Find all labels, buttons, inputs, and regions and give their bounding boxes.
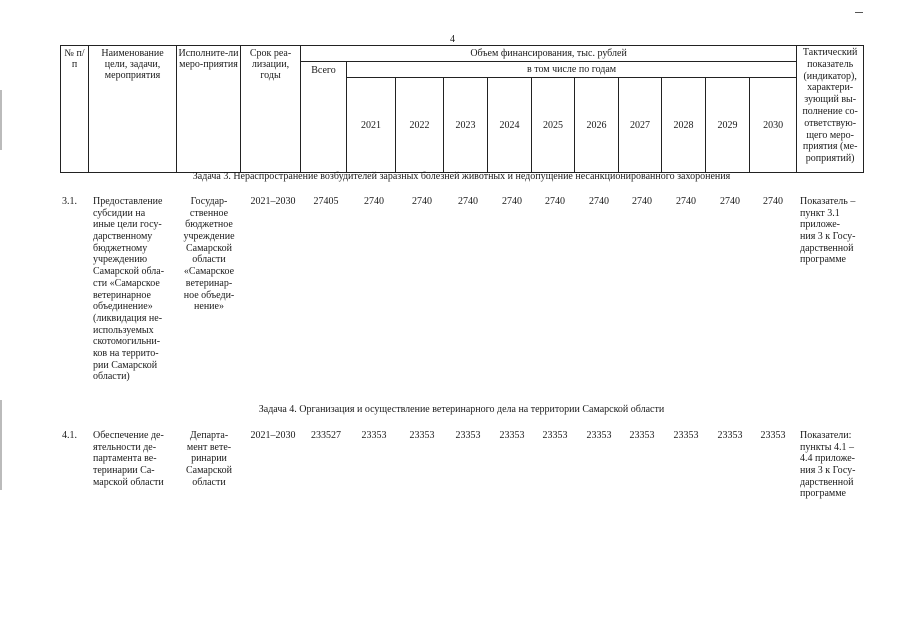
- row-3-1-year-value: 2740: [720, 196, 740, 207]
- row-3-1-indicator: [800, 196, 866, 266]
- header-year: 2026: [575, 78, 619, 173]
- scan-mark: [855, 12, 863, 13]
- row-4-1-year-value: 23353: [361, 430, 387, 441]
- indicator-line: программе: [800, 488, 846, 500]
- row-3-1-year-value: 2740: [676, 196, 696, 207]
- header-col-term: Срок реа-лизации, годы: [241, 46, 301, 173]
- name-line: партамента ве-: [93, 453, 157, 465]
- name-line: сти «Самарское: [93, 277, 160, 289]
- header-indicator-line: приятия (ме-: [802, 141, 858, 153]
- name-line: бюджетному: [93, 242, 148, 254]
- row-4-1-year-value: 23353: [542, 430, 568, 441]
- executor-line: «Самарское: [183, 266, 235, 278]
- row-3-1-year-value: 2740: [364, 196, 384, 207]
- header-indicator-line: показатель: [807, 58, 854, 70]
- executor-line: нение»: [194, 301, 224, 313]
- row-4-1-term: 2021–2030: [250, 430, 296, 441]
- name-line: теринарии Са-: [93, 465, 155, 477]
- row-3-1-term: 2021–2030: [250, 196, 296, 207]
- name-line: ков на террито-: [93, 347, 159, 359]
- row-3-1-name: [93, 196, 175, 383]
- name-line: скотомогильни-: [93, 336, 161, 348]
- indicator-line: пункты 4.1 –: [800, 441, 855, 453]
- executor-line: ветеринар-: [185, 277, 233, 289]
- indicator-line: приложе-: [800, 219, 840, 231]
- row-3-1-year-value: 2740: [545, 196, 565, 207]
- row-4-1-year-value: 23353: [673, 430, 699, 441]
- name-line: иные цели госу-: [93, 219, 162, 231]
- row-3-1-year-value: 2740: [502, 196, 522, 207]
- header-indicator-line: (индикатор),: [803, 70, 857, 82]
- header-indicator-line: зующий вы-: [804, 94, 857, 106]
- name-line: Предоставление: [93, 196, 163, 207]
- name-line: ветеринарное: [93, 289, 151, 301]
- executor-line: Самарской: [186, 242, 232, 254]
- row-3-1-year-value: 2740: [458, 196, 478, 207]
- name-line: марской области: [93, 476, 164, 488]
- row-3-1-year-value: 2740: [632, 196, 652, 207]
- header-indicator-line: полнение со-: [802, 105, 858, 117]
- header-col-by-years: в том числе по годам: [347, 62, 797, 78]
- financing-table-header: [60, 45, 864, 173]
- header-col-total: Всего: [301, 62, 347, 173]
- row-4-1-year-value: 23353: [586, 430, 612, 441]
- indicator-line: ния 3 к Госу-: [800, 231, 856, 243]
- task-4-heading: Задача 4. Организация и осуществление ветеринарного дела на территории Самарской области: [258, 404, 665, 415]
- executor-line: ственное: [189, 207, 229, 219]
- indicator-line: Показатели:: [800, 430, 852, 441]
- row-3-1-year-value: 2740: [412, 196, 432, 207]
- header-col-name: Наименование цели, задачи, мероприятия: [89, 46, 177, 173]
- header-year: 2028: [662, 78, 706, 173]
- name-line: объединение»: [93, 301, 153, 313]
- header-year: 2027: [619, 78, 662, 173]
- executor-line: области: [192, 476, 226, 488]
- executor-line: ринарии: [191, 453, 227, 465]
- scan-edge-mark: [0, 400, 2, 490]
- indicator-line: дарственной: [800, 476, 854, 488]
- header-year: 2022: [396, 78, 444, 173]
- page-number: 4: [450, 34, 455, 45]
- name-line: области): [93, 371, 130, 383]
- row-4-1-total: 233527: [311, 430, 341, 441]
- executor-line: ное объеди-: [183, 289, 235, 301]
- indicator-line: 4.4 приложе-: [800, 453, 855, 465]
- name-line: дарственному: [93, 231, 153, 243]
- header-col-indicator: [797, 46, 864, 173]
- row-4-1-indicator: [800, 430, 866, 500]
- header-indicator-line: ответствую-: [804, 117, 857, 129]
- row-4-1-year-value: 23353: [455, 430, 481, 441]
- row-4-1-year-value: 23353: [629, 430, 655, 441]
- task-3-heading: Задача 3. Нераспространение возбудителей заразных болезней животных и недопущение несанкционированного захоронения: [192, 171, 731, 182]
- header-year: 2029: [706, 78, 750, 173]
- row-4-1-year-value: 23353: [499, 430, 525, 441]
- row-3-1-total: 27405: [313, 196, 339, 207]
- scan-edge-mark: [0, 90, 2, 150]
- header-indicator-line: роприятий): [805, 153, 855, 165]
- executor-line: мент вете-: [186, 441, 232, 453]
- executor-line: Государ-: [190, 196, 228, 207]
- header-indicator-line: Тактический: [802, 47, 858, 58]
- header-year: 2023: [444, 78, 488, 173]
- row-3-1-year-value: 2740: [589, 196, 609, 207]
- header-indicator-line: щего меро-: [806, 129, 854, 141]
- name-line: (ликвидация не-: [93, 312, 163, 324]
- indicator-line: дарственной: [800, 242, 854, 254]
- name-line: учреждению: [93, 254, 148, 266]
- row-4-1-executor: [177, 430, 241, 488]
- name-line: Самарской обла-: [93, 266, 165, 278]
- row-4-1-name: [93, 430, 175, 488]
- row-3-1-executor: [177, 196, 241, 313]
- executor-line: бюджетное: [185, 219, 233, 231]
- header-col-volume: Объем финансирования, тыс. рублей: [301, 46, 797, 62]
- name-line: ятельности де-: [93, 441, 157, 453]
- row-3-1-number: 3.1.: [62, 196, 77, 207]
- row-4-1-year-value: 23353: [717, 430, 743, 441]
- executor-line: Самарской: [186, 465, 232, 477]
- executor-line: области: [192, 254, 226, 266]
- header-year: 2030: [750, 78, 797, 173]
- indicator-line: Показатель –: [800, 196, 856, 207]
- name-line: субсидии на: [93, 207, 146, 219]
- name-line: Обеспечение де-: [93, 430, 164, 441]
- indicator-line: ния 3 к Госу-: [800, 465, 856, 477]
- name-line: используемых: [93, 324, 154, 336]
- row-4-1-number: 4.1.: [62, 430, 77, 441]
- row-4-1-year-value: 23353: [409, 430, 435, 441]
- indicator-line: программе: [800, 254, 846, 266]
- header-col-num: № п/п: [61, 46, 89, 173]
- header-year: 2024: [488, 78, 532, 173]
- row-3-1-year-value: 2740: [763, 196, 783, 207]
- row-4-1-year-value: 23353: [760, 430, 786, 441]
- header-indicator-line: характери-: [807, 82, 854, 94]
- header-year: 2021: [347, 78, 396, 173]
- executor-line: учреждение: [183, 231, 235, 243]
- header-year: 2025: [532, 78, 575, 173]
- name-line: рии Самарской: [93, 359, 158, 371]
- indicator-line: пункт 3.1: [800, 207, 840, 219]
- executor-line: Департа-: [189, 430, 229, 441]
- header-col-executors: Исполните-ли меро-приятия: [177, 46, 241, 173]
